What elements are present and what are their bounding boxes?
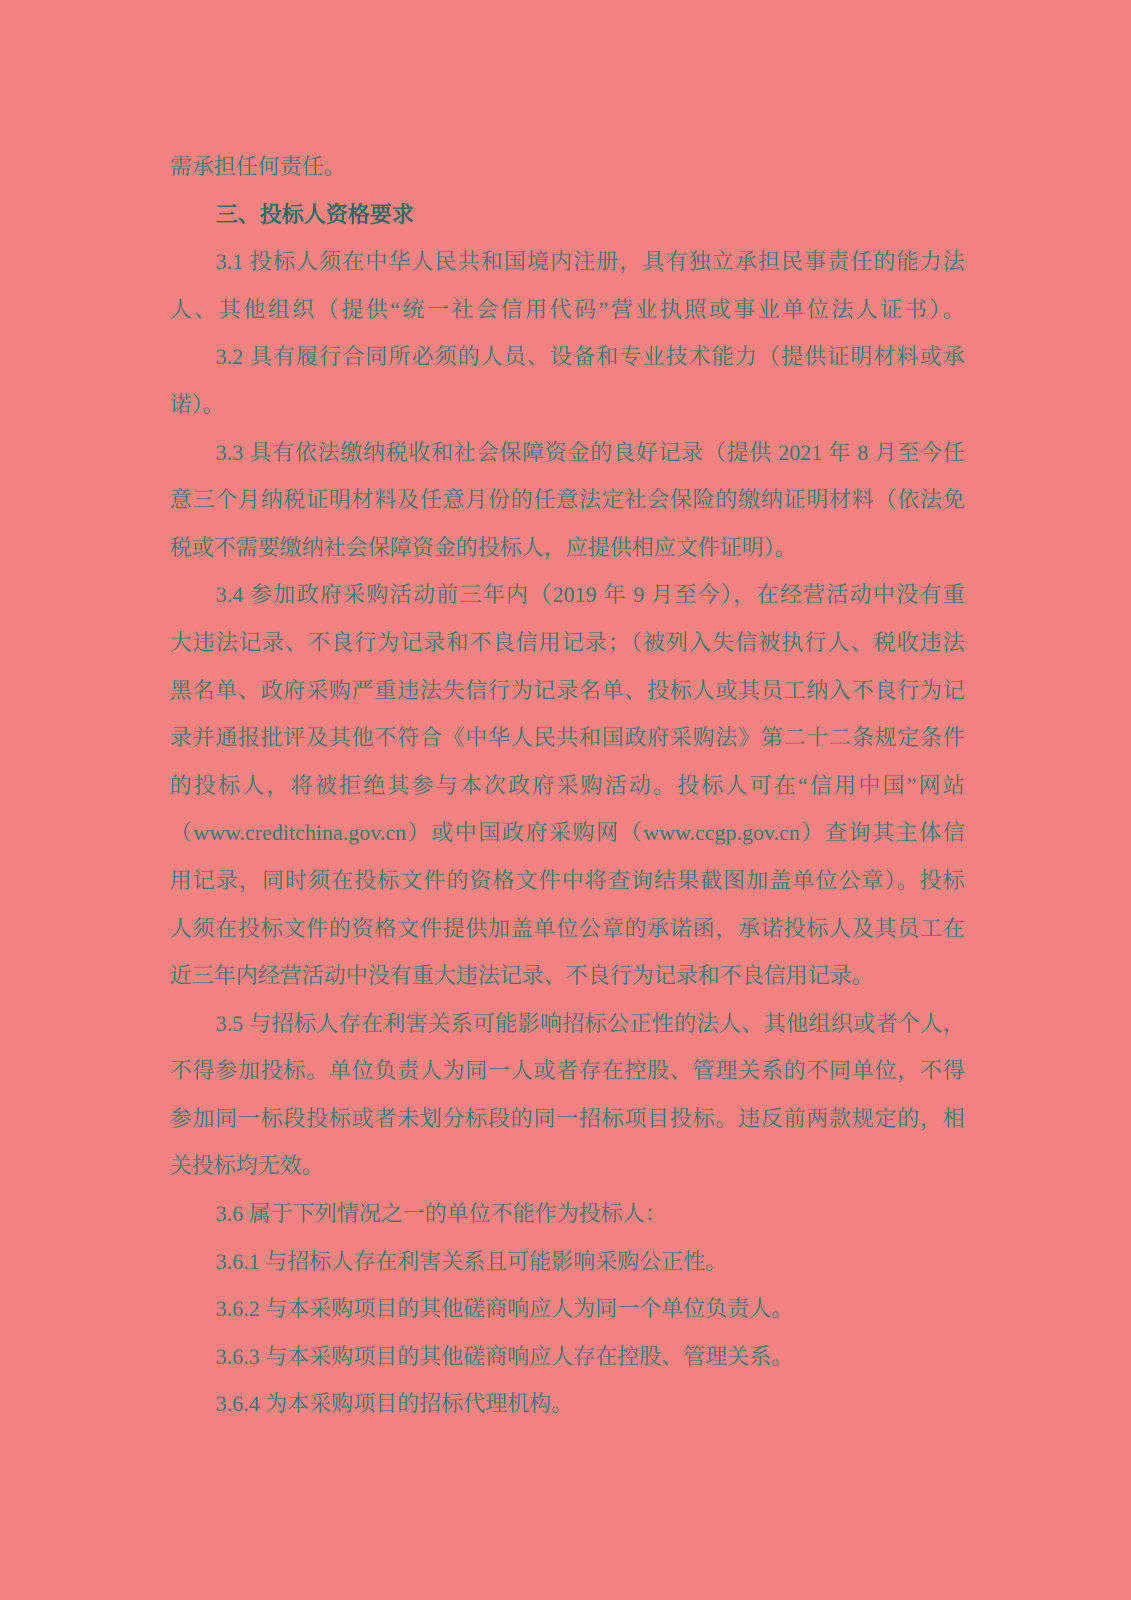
clause-3-3-line: 税或不需要缴纳社会保障资金的投标人，应提供相应文件证明）。 [170,534,798,560]
clause-3-4-line: 黑名单、政府采购严重违法失信行为记录名单、投标人或其员工纳入不良行为记 [170,677,965,703]
clause-3-2-line: 3.2 具有履行合同所必须的人员、设备和专业技术能力（提供证明材料或承 [216,344,965,370]
clause-3-6-3-line: 3.6.3 与本采购项目的其他磋商响应人存在控股、管理关系。 [216,1343,794,1369]
clause-3-1-line: 人、其他组织（提供“统一社会信用代码”营业执照或事业单位法人证书）。 [170,296,965,322]
clause-3-5-line: 3.5 与招标人存在利害关系可能影响招标公正性的法人、其他组织或者个人， [216,1010,965,1036]
clause-3-6-line: 3.6 属于下列情况之一的单位不能作为投标人： [216,1201,668,1227]
clause-3-5-line: 参加同一标段投标或者未划分标段的同一招标项目投标。违反前两款规定的，相 [170,1105,965,1131]
clause-3-4-line: 用记录，同时须在投标文件的资格文件中将查询结果截图加盖单位公章）。投标 [170,867,965,893]
clause-3-4-line: 录并通报批评及其他不符合《中华人民共和国政府采购法》第二十二条规定条件 [170,725,965,751]
clause-3-2-line: 诺）。 [170,391,226,417]
clause-3-5-line: 不得参加投标。单位负责人为同一人或者存在控股、管理关系的不同单位，不得 [170,1058,965,1084]
paragraph-continuation-line: 需承担任何责任。 [170,154,347,179]
clause-3-6-1-line: 3.6.1 与招标人存在利害关系且可能影响采购公正性。 [216,1248,728,1274]
clause-3-3-line: 意三个月纳税证明材料及任意月份的任意法定社会保险的缴纳证明材料（依法免 [170,487,965,513]
clause-3-1-line: 3.1 投标人须在中华人民共和国境内注册，具有独立承担民事责任的能力法 [216,249,965,275]
clause-3-4-line: 3.4 参加政府采购活动前三年内（2019 年 9 月至今），在经营活动中没有重 [216,582,965,608]
clause-3-4-line-urls: （www.creditchina.gov.cn）或中国政府采购网（www.ccgp.gov.cn）查询其主体信 [170,820,965,846]
clause-3-6-2-line: 3.6.2 与本采购项目的其他磋商响应人为同一个单位负责人。 [216,1296,794,1322]
clause-3-4-line: 大违法记录、不良行为记录和不良信用记录；（被列入失信被执行人、税收违法 [170,629,965,655]
section-heading: 三、投标人资格要求 [216,201,415,227]
clause-3-3-line: 3.3 具有依法缴纳税收和社会保障资金的良好记录（提供 2021 年 8 月至今任 [216,439,965,465]
clause-3-6-4-line: 3.6.4 为本采购项目的招标代理机构。 [216,1391,574,1417]
clause-3-4-line: 近三年内经营活动中没有重大违法记录、不良行为记录和不良信用记录。 [170,963,875,989]
document-content [170,143,965,1428]
clause-3-4-line: 人须在投标文件的资格文件提供加盖单位公章的承诺函，承诺投标人及其员工在 [170,915,965,941]
clause-3-4-line: 的投标人，将被拒绝其参与本次政府采购活动。投标人可在“信用中国”网站 [170,772,965,798]
clause-3-5-line: 关投标均无效。 [170,1153,325,1179]
